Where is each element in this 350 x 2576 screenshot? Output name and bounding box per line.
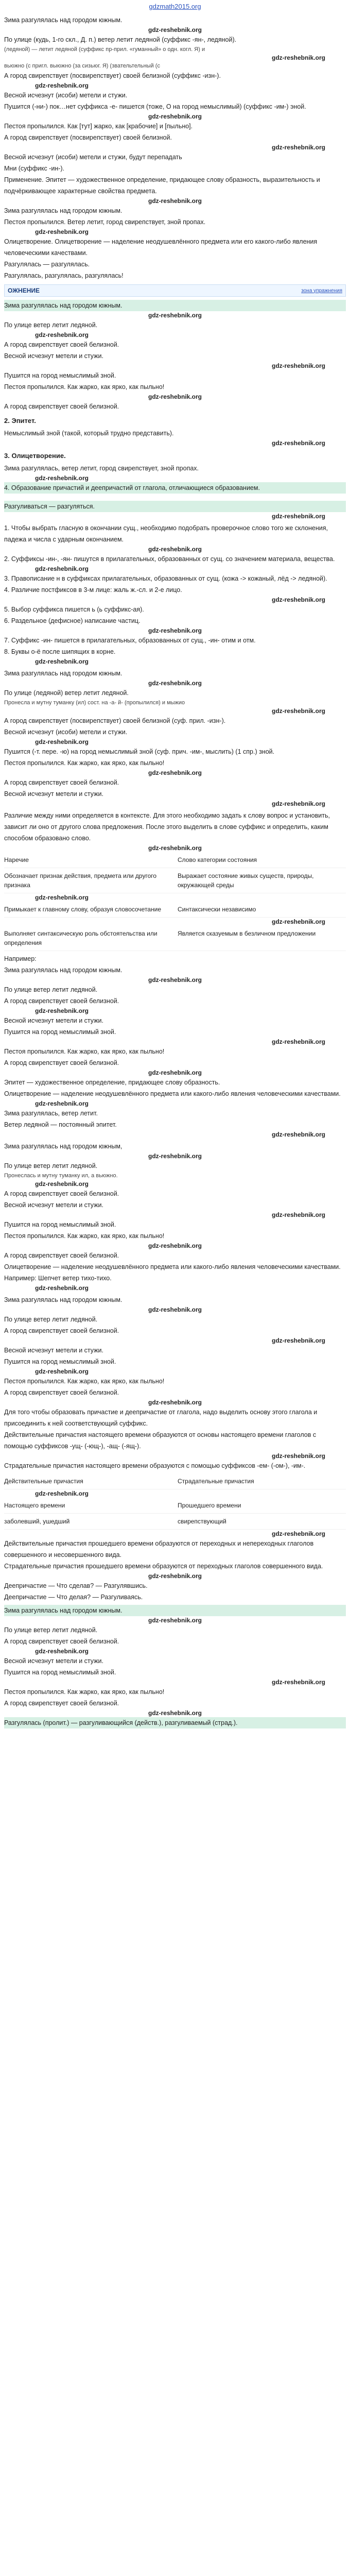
- text-line: Пушится на город немыслимый зной.: [4, 1669, 116, 1676]
- text-line: А город свирепствует своей белизной.: [4, 1059, 119, 1066]
- text-line: 4. Образование причастий и деепричастий от глагола, отличающиеся образованием.: [4, 482, 346, 494]
- watermark: gdz-reshebnik.org: [35, 738, 89, 745]
- watermark: gdz-reshebnik.org: [271, 1452, 325, 1460]
- text-line: По улице ветер летит ледяной.: [4, 1162, 98, 1170]
- text-line: Зима разгулялась над городом южным.: [4, 670, 122, 677]
- text-line: А город свирепствует своей белизной.: [4, 1389, 119, 1396]
- text-line: По улице (кудь, 1-го скл., Д. п.) ветер летит ледяной (суффикс -ян-, ледяной).: [4, 36, 237, 43]
- watermark: gdz-reshebnik.org: [148, 769, 202, 776]
- text-line: 8. Буквы о-ё после шипящих в корне.: [4, 648, 116, 655]
- text-line: Для того чтобы образовать причастие и деепричастие от глагола, надо выделить основу этого глагола и присоединить к ней соответствующий суффикс.: [4, 1409, 318, 1427]
- section-1: [4, 13, 346, 282]
- watermark: gdz-reshebnik.org: [148, 1242, 202, 1249]
- watermark: gdz-reshebnik.org: [35, 1100, 89, 1107]
- watermark: gdz-reshebnik.org: [271, 1038, 325, 1045]
- text-line: Разгуливаться — разгуляться.: [4, 501, 346, 512]
- text-line: 7. Суффикс -ин- пишется в прилагательных, образованных от сущ., ‑ин- отим и отм.: [4, 637, 256, 644]
- text-line: Зима разгулялась над городом южным.: [4, 207, 122, 214]
- text-line: Весной исчезнут метели и стужи.: [4, 1347, 103, 1354]
- text-line: Применение. Эпитет — художественное определение, придающее слову образность, выразительность и подчёркивающее характерные свойства предмета.: [4, 176, 320, 195]
- watermark: gdz-reshebnik.org: [271, 54, 325, 61]
- text-line: По улице ветер летит ледяной.: [4, 321, 98, 329]
- text-line: Например:: [4, 955, 37, 962]
- table-cell: Прошедшего времени: [178, 1502, 241, 1509]
- text-line: Пестоя пропылился. Как жарко, как ярко, как пыльно!: [4, 759, 165, 767]
- bar-title: ОЖНЕНИЕ: [8, 287, 40, 294]
- watermark: gdz-reshebnik.org: [35, 565, 89, 572]
- table-cell: Примыкает к главному слову, образуя словосочетание: [4, 906, 161, 913]
- watermark: gdz-reshebnik.org: [35, 1648, 89, 1655]
- section-9: [4, 1472, 346, 1604]
- text-line: Весной исчезнут метели и стужи.: [4, 1201, 103, 1209]
- text-line: Олицетворение. Олицетворение — наделение неодушевлённого предмета или его какого-либо явления человеческими качествами.: [4, 238, 318, 257]
- watermark: gdz-reshebnik.org: [271, 1131, 325, 1138]
- table-cell: Обозначает признак действия, предмета или другого признака: [4, 872, 157, 889]
- table-cell: Выполняет синтаксическую роль обстоятельства или определения: [4, 930, 157, 946]
- table-cell: заболевший, ушедший: [4, 1518, 70, 1525]
- text-line: По улице ветер летит ледяной.: [4, 1626, 98, 1634]
- watermark: gdz-reshebnik.org: [271, 144, 325, 151]
- watermark: gdz-reshebnik.org: [148, 1617, 202, 1624]
- watermark: gdz-reshebnik.org: [148, 1069, 202, 1076]
- watermark: gdz-reshebnik.org: [148, 1306, 202, 1313]
- text-line: По улице ветер летит ледяной.: [4, 1316, 98, 1323]
- text-line: По улице ветер летит ледяной.: [4, 986, 98, 993]
- watermark: gdz-reshebnik.org: [35, 1284, 89, 1292]
- text-line: вьюжно (с пригл. выюжно (за сизьюг. Я) (звательтельный (с: [4, 63, 160, 69]
- text-line: Зима разгулялась над городом южным.: [4, 967, 122, 974]
- watermark: gdz-reshebnik.org: [148, 627, 202, 634]
- table-header-cell: Слово категории состояния: [178, 856, 257, 863]
- text-line: Зима разгулялась, ветер летит, город свирепствует, зной пропах.: [4, 465, 199, 472]
- watermark: gdz-reshebnik.org: [35, 228, 89, 235]
- text-line: Немыслимый зной (такой, который трудно представить).: [4, 430, 174, 437]
- text-line: Весной исчезнут (исоби) метели и стужи.: [4, 92, 128, 99]
- table-header: [4, 852, 346, 868]
- text-line: Весной исчезнут метели и стужи.: [4, 352, 103, 360]
- watermark: gdz-reshebnik.org: [148, 1153, 202, 1160]
- watermark: gdz-reshebnik.org: [148, 113, 202, 120]
- site-header: [4, 0, 346, 13]
- watermark: gdz-reshebnik.org: [271, 1211, 325, 1218]
- text-line: А город свирепствует (посвирепствует) своей белизной (суф. прил. -изн-).: [4, 717, 226, 724]
- text-line: А город свирепствует своей белизной.: [4, 1190, 119, 1197]
- text-line: Олицетворение — наделение неодушевлённого предмета или какого-либо явления человеческими качествами.: [4, 1090, 341, 1097]
- table-cell: Настоящего времени: [4, 1502, 65, 1509]
- text-line: Пушится (-ни-) пок…нет суффикса -е- пишется (тоже, О на город немыслимый) (суффикс -им-) эной.: [4, 103, 306, 110]
- watermark: gdz-reshebnik.org: [148, 26, 202, 33]
- watermark: gdz-reshebnik.org: [35, 474, 89, 482]
- text-line: Ветер ледяной — постоянный эпитет.: [4, 1121, 117, 1128]
- text-line: Разгулялась, разгулялась, разгулялась!: [4, 272, 124, 279]
- text-line: Весной исчезнут (исоби) метели и стужи.: [4, 728, 128, 736]
- text-line: 4. Различие постфиксов в 3-м лице: жаль ж.-сл. и 2-е лицо.: [4, 586, 182, 594]
- watermark: gdz-reshebnik.org: [271, 707, 325, 715]
- text-line: Зима разгулялась над городом южным.: [4, 300, 346, 311]
- table-row: [4, 1473, 346, 1489]
- table-cell: Является сказуемым в безличном предложении: [178, 930, 316, 937]
- watermark: gdz-reshebnik.org: [148, 1399, 202, 1406]
- text-line: 1. Чтобы выбрать гласную в окончании сущ., необходимо подобрать проверочное слово того же склонения, падежа и числа с ударным окончанием.: [4, 524, 328, 543]
- text-line: 3. Правописание н в суффиксах прилагательных, образованных от сущ. (кожа -> кожаный, лёд -> ледяной).: [4, 575, 327, 582]
- text-line: Пушится (-т. пере. -ю) на город немыслимый зной (суф. прич. -им-, мыслить) (1 спр.) зной.: [4, 748, 275, 755]
- complication-bar: [4, 284, 346, 297]
- text-line: Страдательные причастия прошедшего времени образуются от переходных глаголов совершенного вида.: [4, 1563, 323, 1570]
- text-line: Пестоя пропылился. Как жарко, как ярко, как пыльно!: [4, 383, 165, 391]
- text-line: Пестоя пропылился. Как жарко, как ярко, как пыльно!: [4, 1688, 165, 1696]
- text-line: Пушится на город немыслимый зной.: [4, 372, 116, 379]
- text-line: Пушится на город немыслимый зной.: [4, 1221, 116, 1228]
- numbered-heading: 2. Эпитет.: [4, 417, 36, 425]
- text-line: Пушится на город немыслимый зной.: [4, 1028, 116, 1036]
- watermark: gdz-reshebnik.org: [148, 976, 202, 984]
- watermark: gdz-reshebnik.org: [271, 800, 325, 807]
- text-line: Олицетворение — наделение неодушевлённого предмета или какого-либо явления человеческими качествами.: [4, 1263, 341, 1270]
- text-line: Весной исчезнут метели и стужи.: [4, 1017, 103, 1024]
- table-row: [4, 926, 346, 951]
- watermark: gdz-reshebnik.org: [271, 1337, 325, 1344]
- site-link[interactable]: gdzmath2015.org: [149, 3, 201, 10]
- table-cell: свирепствующий: [178, 1518, 226, 1525]
- table-cell: Выражает состояние живых существ, природы, окружающей среды: [178, 872, 314, 889]
- text-line: Пронеслась и мутну туманку ил, а вьюжно.: [4, 1173, 118, 1179]
- text-line: А город свирепствует своей белизной.: [4, 1700, 119, 1707]
- text-line: Действительные причастия настоящего времени образуются от основы настоящего времени глаголов с помощью суффиксов -ущ- (-ющ-), -ащ- (-ящ-).: [4, 1431, 317, 1450]
- text-line: Разгулялась — разгулялась.: [4, 261, 90, 268]
- text-line: По улице (ледяной) ветер летит ледяной.: [4, 689, 129, 697]
- text-line: Пушится на город немыслимый зной.: [4, 1358, 116, 1365]
- section-5: [4, 809, 346, 952]
- watermark: gdz-reshebnik.org: [148, 844, 202, 852]
- text-line: А город свирепствует (посвирепствует) своей белизной.: [4, 134, 172, 141]
- watermark: gdz-reshebnik.org: [148, 1709, 202, 1717]
- text-line: Эпитет — художественное определение, придающее слову образность.: [4, 1079, 220, 1086]
- text-line: Весной исчезнут метели и стужи.: [4, 790, 103, 798]
- watermark: gdz-reshebnik.org: [35, 658, 89, 665]
- text-line: Страдательные причастия настоящего времени образуются с помощью суффиксов -ем- (-ом-), -им-.: [4, 1462, 306, 1469]
- text-line: Пронесла и мутну туманку (ил) сост. на -а- й- (пропылился) и мыжио: [4, 700, 185, 706]
- text-line: А город свирепствует своей белизной.: [4, 1638, 119, 1645]
- text-line: Пестоя пропылился. Как жарко, как ярко, как пыльно!: [4, 1232, 165, 1240]
- text-line: Зима разгулялась над городом южным,: [4, 1143, 122, 1150]
- table-row: [4, 902, 346, 918]
- page: [4, 0, 346, 2576]
- watermark: gdz-reshebnik.org: [35, 1007, 89, 1014]
- text-line: Зима разгулялась, ветер летит.: [4, 1110, 98, 1117]
- text-line: Зима разгулялась над городом южным.: [4, 1296, 122, 1303]
- text-line: Мни (суффикс -ин-).: [4, 165, 65, 172]
- watermark: gdz-reshebnik.org: [148, 546, 202, 553]
- text-line: Разгулялась (пролит.) — разгуливающийся (действ.), разгуливаемый (страд.).: [4, 1717, 346, 1728]
- text-line: А город свирепствует (посвирепствует) своей белизной (суффикс -изн-).: [4, 72, 221, 79]
- watermark: gdz-reshebnik.org: [271, 513, 325, 520]
- watermark: gdz-reshebnik.org: [148, 393, 202, 400]
- section-8: [4, 1293, 346, 1472]
- text-line: Действительные причастия прошедшего времени образуются от переходных и непереходных глаголов совершенного и несовершенного вида.: [4, 1540, 314, 1558]
- watermark: gdz-reshebnik.org: [271, 439, 325, 447]
- text-line: А город свирепствует своей белизной.: [4, 1327, 119, 1334]
- text-line: Например: Шепчет ветер тихо-тихо.: [4, 1275, 112, 1282]
- text-line: А город свирепствует своей белизной.: [4, 997, 119, 1005]
- table-header-cell: Наречие: [4, 856, 29, 863]
- text-line: А город свирепствует своей белизной.: [4, 1252, 119, 1259]
- watermark: gdz-reshebnik.org: [271, 1679, 325, 1686]
- table-row: [4, 1514, 346, 1530]
- table-cell: Синтаксически независимо: [178, 906, 256, 913]
- text-line: А город свирепствует своей белизной.: [4, 403, 119, 410]
- text-line: 2. Суффиксы -ин-, -ян- пишутся в прилагательных, образованных от сущ. со значением материала, вещества.: [4, 555, 335, 563]
- text-line: 5. Выбор суффикса пишется ь (ь суффикс-ая).: [4, 606, 144, 613]
- text-line: Пестоя пропылился. Как жарко, как ярко, как пыльно!: [4, 1048, 165, 1055]
- section-2: [4, 299, 346, 521]
- text-line: Пестоя пропылился. Как жарко, как ярко, как пыльно!: [4, 1378, 165, 1385]
- section-10: [4, 1604, 346, 1730]
- text-line: (ледяной) — летит ледяной (суффикс пр-прил. «гуманный» о одн. когл. Я) и: [4, 46, 205, 53]
- section-4: [4, 667, 346, 809]
- watermark: gdz-reshebnik.org: [35, 82, 89, 89]
- numbered-heading: 3. Олицетворение.: [4, 452, 66, 460]
- text-line: Зима разгулялась над городом южным.: [4, 1605, 346, 1616]
- intro-text: Различие между ними определяется в контексте. Для этого необходимо задать к слову вопрос и установить, зависит ли оно от другого слова предложения. После этого выделить в слове суффикс и определить, каким способом образовано слово.: [4, 812, 330, 842]
- text-line: А город свирепствует своей белизной.: [4, 341, 119, 348]
- watermark: gdz-reshebnik.org: [35, 331, 89, 338]
- watermark: gdz-reshebnik.org: [35, 894, 89, 901]
- watermark: gdz-reshebnik.org: [271, 362, 325, 369]
- watermark: gdz-reshebnik.org: [35, 1180, 89, 1188]
- text-line: Весной исчезнут метели и стужи.: [4, 1657, 103, 1665]
- text-line: Зима разгулялась над городом южным.: [4, 16, 122, 24]
- table-cell: Действительные причастия: [4, 1478, 83, 1485]
- watermark: gdz-reshebnik.org: [35, 1490, 89, 1497]
- watermark: gdz-reshebnik.org: [271, 596, 325, 603]
- watermark: gdz-reshebnik.org: [148, 197, 202, 205]
- watermark: gdz-reshebnik.org: [35, 1368, 89, 1375]
- table-cell: Страдательные причастия: [178, 1478, 254, 1485]
- text-line: Пестоя пропылился. Как [тут] жарко, как [крабочие] и [пыльно].: [4, 123, 193, 130]
- text-line: Весной исчезнут (исоби) метели и стужи, будут перепадать: [4, 154, 182, 161]
- text-line: Деепричастие — Что сделав? — Разгулявшись.: [4, 1582, 148, 1589]
- table-row: [4, 868, 346, 893]
- section-3: [4, 521, 346, 667]
- table-row: [4, 1498, 346, 1514]
- bar-link[interactable]: зона упражнения: [301, 287, 342, 294]
- section-6: [4, 952, 346, 1140]
- section-7: [4, 1140, 346, 1293]
- text-line: Пестоя пропылился. Ветер летит, город свирепствует, зной пропах.: [4, 218, 206, 226]
- text-line: А город свирепствует своей белизной.: [4, 779, 119, 786]
- text-line: Деепричастие — Что делая? — Разгуливаясь.: [4, 1594, 143, 1601]
- watermark: gdz-reshebnik.org: [148, 1572, 202, 1580]
- watermark: gdz-reshebnik.org: [148, 312, 202, 319]
- watermark: gdz-reshebnik.org: [148, 680, 202, 687]
- watermark: gdz-reshebnik.org: [271, 918, 325, 925]
- watermark: gdz-reshebnik.org: [271, 1530, 325, 1537]
- text-line: 6. Раздельное (дефисное) написание частиц.: [4, 617, 141, 624]
